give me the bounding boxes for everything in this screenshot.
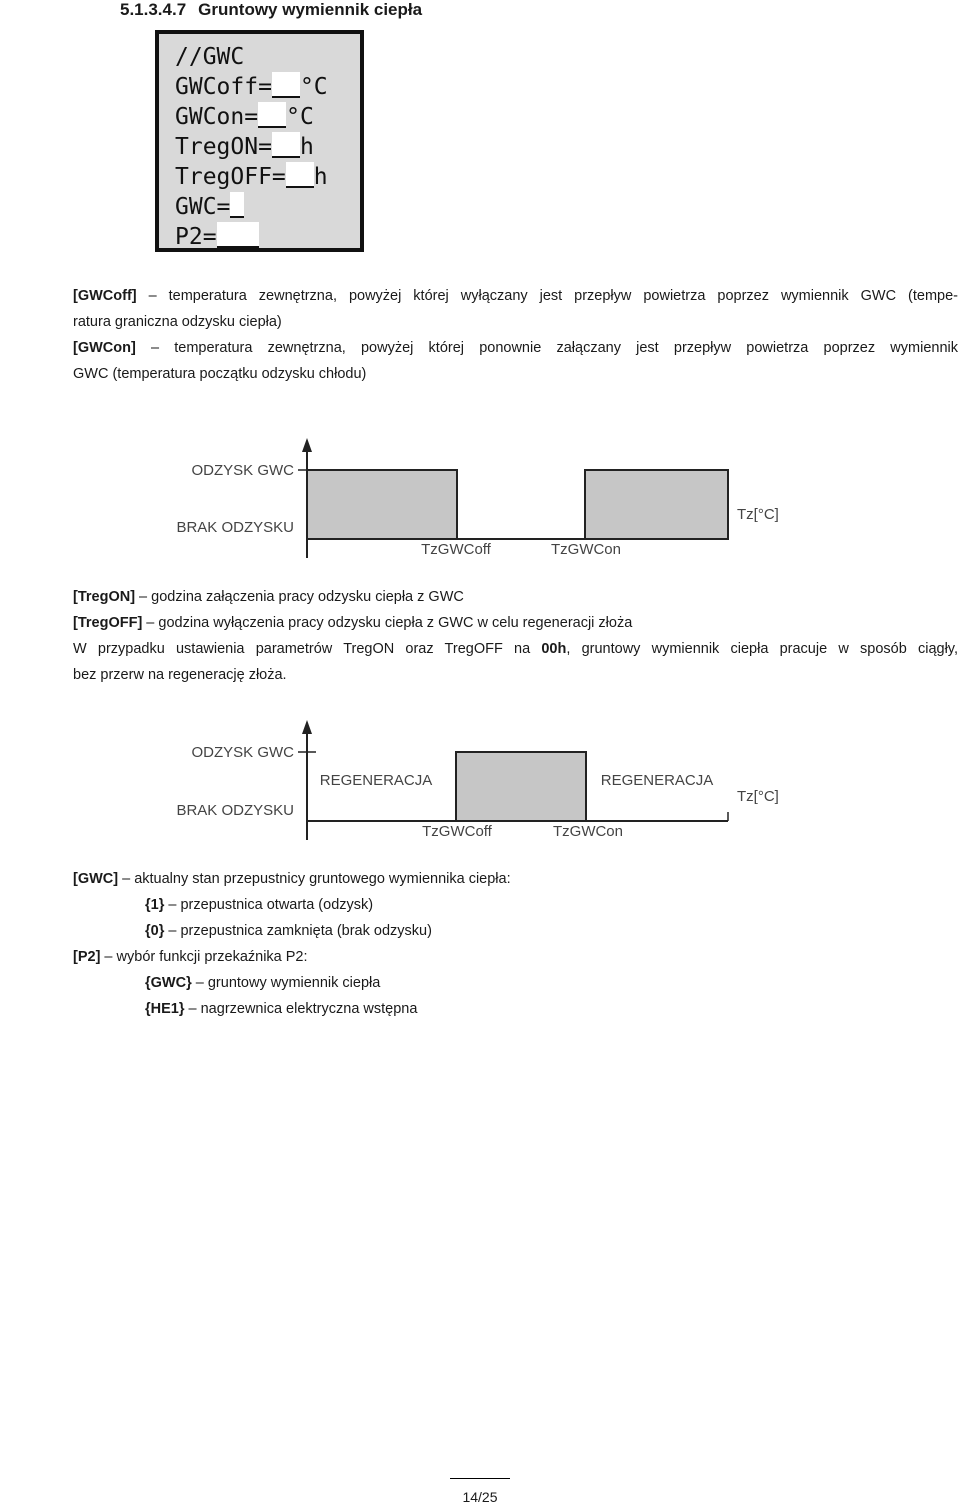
definitions-regeneration (73, 584, 958, 688)
option-term: {GWC} (145, 975, 192, 991)
x-label-tzgwcoff: TzGWCoff (421, 541, 491, 558)
section-title: Gruntowy wymiennik ciepła (198, 0, 423, 19)
lcd-display (155, 30, 364, 252)
description: – temperatura zewnętrzna, powyżej której wyłączany jest przepływ powietrza poprzez wymiennik GWC (tempe- (136, 288, 958, 304)
option-description: – gruntowy wymiennik ciepła (191, 975, 381, 991)
lcd-value-field (286, 162, 314, 188)
section-heading (120, 0, 422, 20)
recovery-block (456, 752, 586, 821)
note-value: 00h (541, 641, 567, 657)
option-description: – przepustnica zamknięta (brak odzysku) (164, 923, 432, 939)
lcd-line-gwcoff (175, 72, 360, 102)
lcd-label: TregOFF= (175, 164, 286, 190)
term: [GWCoff] (73, 288, 137, 304)
page-footer (0, 1478, 960, 1505)
diagram-regeneration (0, 712, 960, 847)
recovery-block-left (307, 470, 457, 539)
label-on: ODZYSK GWC (191, 462, 294, 479)
definition-gwcon (73, 335, 958, 361)
option-term: {HE1} (145, 1001, 185, 1017)
option-term: {0} (145, 923, 165, 939)
option-he1 (73, 996, 958, 1022)
option-description: – nagrzewnica elektryczna wstępna (184, 1001, 418, 1017)
term: [GWC] (73, 871, 119, 887)
definition-tregon (73, 584, 958, 610)
lcd-line-gwc (175, 192, 360, 222)
lcd-value-field (258, 102, 286, 128)
diagram-gwc-recovery (0, 430, 960, 565)
regen-label-left: REGENERACJA (319, 772, 433, 789)
option-term: {1} (145, 897, 165, 913)
definition-tregoff (73, 610, 958, 636)
x-label-tzgwcon: TzGWCon (550, 541, 622, 558)
option-description: – przepustnica otwarta (odzysk) (164, 897, 374, 913)
note-continuous-cont: bez przerw na regenerację złoża. (73, 667, 287, 683)
recovery-block-right (585, 470, 728, 539)
lcd-label: GWCon= (175, 104, 259, 130)
option-closed (73, 918, 958, 944)
description: – temperatura zewnętrzna, powyżej której ponownie załączany jest przepływ powietrza poprzez wymiennik (135, 340, 958, 356)
label-on: ODZYSK GWC (191, 744, 294, 761)
note-text: , gruntowy wymiennik ciepła pracuje w sposób ciągły, (566, 641, 958, 657)
option-open (73, 892, 958, 918)
section-number: 5.1.3.4.7 (120, 0, 187, 19)
term: [GWCon] (73, 340, 136, 356)
description: – godzina wyłączenia pracy odzysku ciepła z GWC w celu regeneracji złoża (142, 615, 633, 631)
description: – wybór funkcji przekaźnika P2: (100, 949, 308, 965)
lcd-line-gwcon (175, 102, 360, 132)
lcd-label: GWCoff= (175, 74, 272, 100)
note-continuous (73, 636, 958, 662)
x-label-tzgwcon: TzGWCon (552, 823, 624, 840)
note-text: W przypadku ustawienia parametrów TregON oraz TregOFF na (73, 641, 542, 657)
lcd-unit: °C (299, 74, 328, 100)
x-label-tzgwcoff: TzGWCoff (422, 823, 492, 840)
lcd-line-p2 (175, 222, 360, 252)
lcd-unit: h (299, 134, 314, 160)
lcd-value-field (230, 192, 244, 218)
option-gwc (73, 970, 958, 996)
definition-gwcoff (73, 283, 958, 309)
description: – godzina załączenia pracy odzysku ciepła z GWC (135, 589, 464, 605)
lcd-unit: h (313, 164, 328, 190)
lcd-line-header: //GWC (175, 44, 245, 70)
lcd-unit: °C (286, 104, 314, 130)
definition-p2 (73, 944, 958, 970)
term: [TregOFF] (73, 615, 143, 631)
definitions-relay (73, 866, 958, 1022)
lcd-value-field (272, 132, 300, 158)
definition-gwcon-cont: GWC (temperatura początku odzysku chłodu) (73, 366, 367, 382)
term: [P2] (73, 949, 101, 965)
lcd-label: P2= (175, 224, 217, 250)
lcd-label: GWC= (175, 194, 231, 220)
axis-label-tz: Tz[°C] (737, 788, 779, 805)
lcd-value-field (217, 222, 259, 248)
label-off: BRAK ODZYSKU (176, 802, 294, 819)
label-off: BRAK ODZYSKU (176, 519, 294, 536)
definitions-temperature (73, 283, 958, 387)
axis-label-tz: Tz[°C] (737, 506, 779, 523)
definition-gwcoff-cont: ratura graniczna odzysku ciepła) (73, 314, 282, 330)
regen-label-right: REGENERACJA (600, 772, 714, 789)
definition-gwc (73, 866, 958, 892)
lcd-value-field (272, 72, 300, 98)
lcd-line-tregoff (175, 162, 360, 192)
lcd-label: TregON= (175, 134, 272, 160)
page-number: 14/25 (450, 1478, 510, 1505)
term: [TregON] (73, 589, 136, 605)
lcd-line-tregon (175, 132, 360, 162)
description: – aktualny stan przepustnicy gruntowego wymiennika ciepła: (118, 871, 511, 887)
